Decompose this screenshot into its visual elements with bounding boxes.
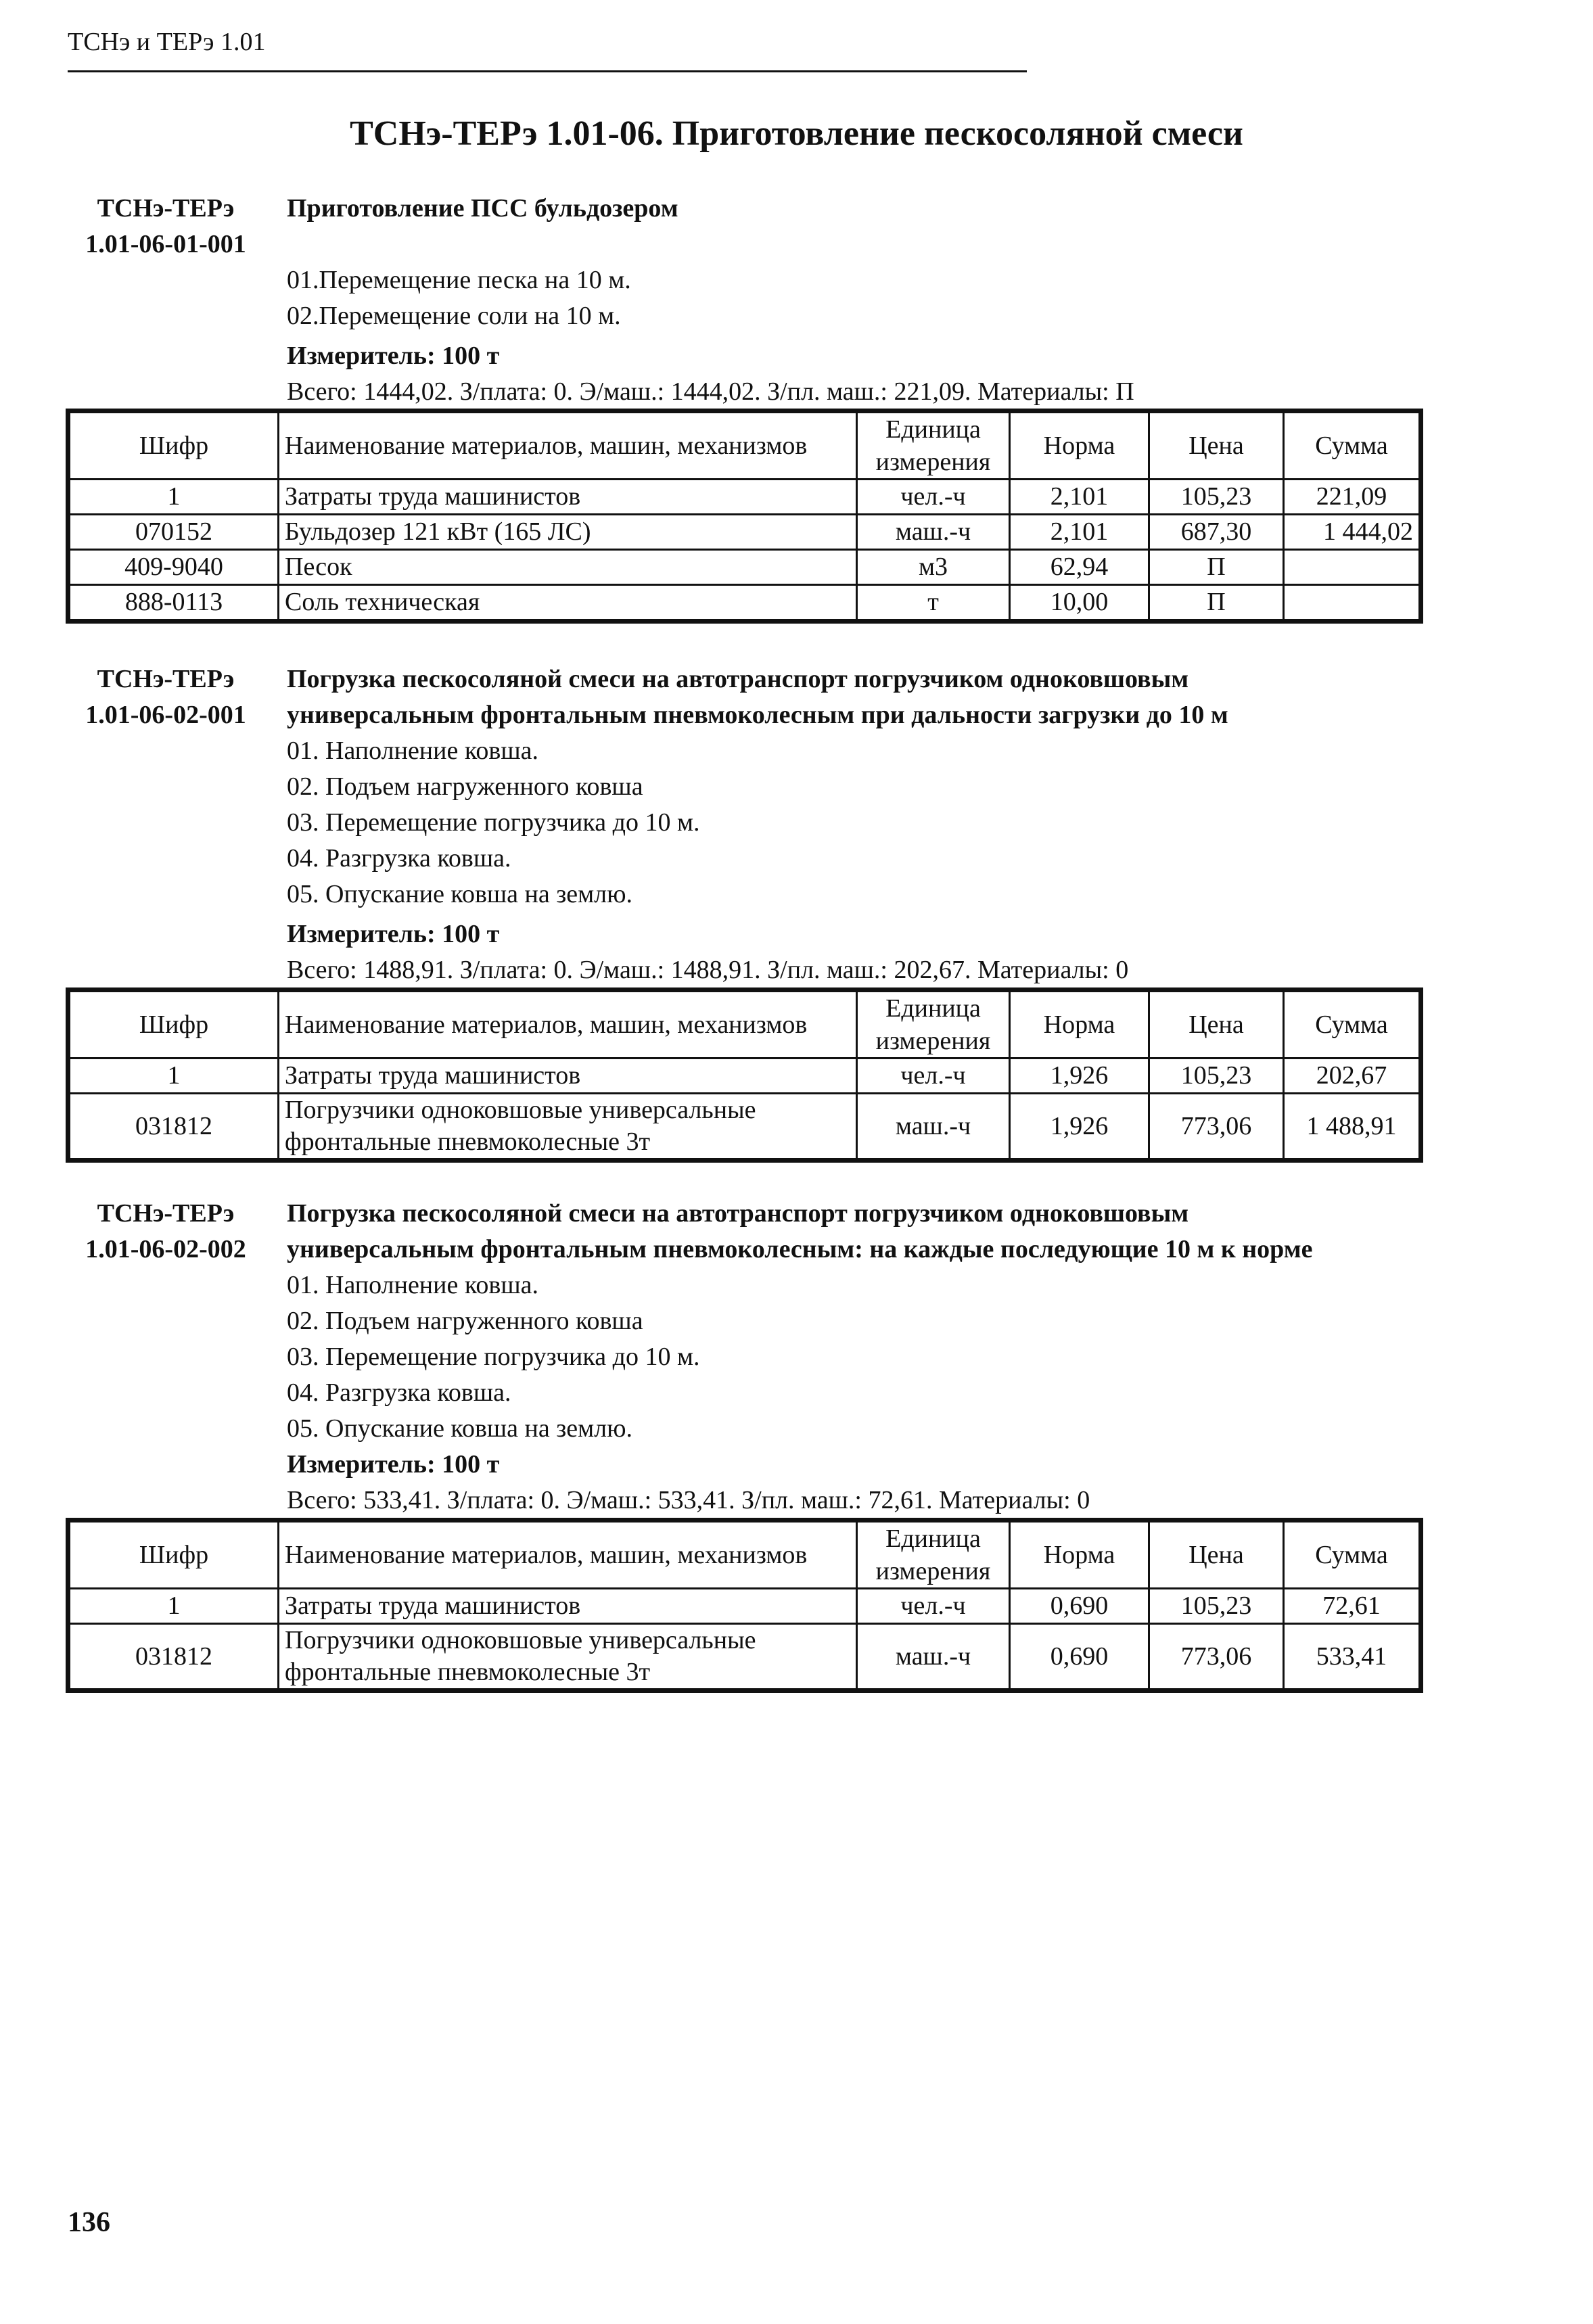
table-row [68,1094,1421,1161]
header-sum: Сумма [1284,1520,1421,1589]
work-step: 02.Перемещение соли на 10 м. [287,302,621,330]
header-unit: Единица измерения [857,1520,1010,1589]
cell-name: Песок [279,550,857,585]
cell-norm: 0,690 [1010,1624,1149,1691]
cell-sum [1284,585,1421,622]
norm-code-line-2: 1.01-06-02-002 [85,1235,246,1263]
cell-name: Погрузчики одноковшовые универсальные фронтальные пневмоколесные 3т [279,1094,857,1161]
table-header-row [68,411,1421,480]
work-step: 02. Подъем нагруженного ковша [287,1307,643,1335]
table-row [68,1059,1421,1094]
work-step: 05. Опускание ковша на землю. [287,1414,633,1443]
header-unit: Единица измерения [857,411,1010,480]
header-name: Наименование материалов, машин, механизмов [279,411,857,480]
work-step: 04. Разгрузка ковша. [287,844,511,873]
norm-description [287,1196,1437,1518]
cell-name: Бульдозер 121 кВт (165 ЛС) [279,515,857,550]
cell-norm: 10,00 [1010,585,1149,622]
cell-sum: 1 488,91 [1284,1094,1421,1161]
header-price: Цена [1149,411,1284,480]
cell-norm: 2,101 [1010,515,1149,550]
cell-price: 773,06 [1149,1094,1284,1161]
page-number: 136 [68,2207,110,2238]
norm-meter: Измеритель: 100 т [287,1450,500,1479]
cell-sum: 533,41 [1284,1624,1421,1691]
header-code: Шифр [68,990,279,1059]
cell-sum: 72,61 [1284,1589,1421,1624]
norm-title: универсальным фронтальным пневмоколесным: на каждые последующие 10 м к норме [287,1235,1313,1263]
cell-norm: 0,690 [1010,1589,1149,1624]
header-sum: Сумма [1284,990,1421,1059]
norm-title-spacer [287,227,1437,262]
work-step: 03. Перемещение погрузчика до 10 м. [287,1343,700,1371]
table-row [68,1624,1421,1691]
cell-unit: маш.-ч [857,1624,1010,1691]
table-row [68,480,1421,515]
cell-price: П [1149,585,1284,622]
norm-code [68,661,264,733]
work-step: 05. Опускание ковша на землю. [287,880,633,908]
table-row [68,550,1421,585]
norm-code-line-1: ТСНэ-ТЕРэ [97,665,235,693]
header-unit: Единица измерения [857,990,1010,1059]
cell-sum: 221,09 [1284,480,1421,515]
header-code: Шифр [68,411,279,480]
cell-code: 1 [68,1059,279,1094]
header-sum: Сумма [1284,411,1421,480]
header-price: Цена [1149,1520,1284,1589]
table-row [68,1589,1421,1624]
table-header-row [68,1520,1421,1589]
work-step: 01. Наполнение ковша. [287,1271,538,1299]
cell-norm: 2,101 [1010,480,1149,515]
norm-description [287,191,1437,410]
work-step: 01.Перемещение песка на 10 м. [287,266,631,294]
cell-code: 888-0113 [68,585,279,622]
cell-unit: маш.-ч [857,515,1010,550]
cell-price: 105,23 [1149,1059,1284,1094]
cell-code: 031812 [68,1624,279,1691]
cell-unit: чел.-ч [857,1589,1010,1624]
cell-code: 031812 [68,1094,279,1161]
work-step: 03. Перемещение погрузчика до 10 м. [287,808,700,837]
cell-unit: чел.-ч [857,1059,1010,1094]
norm-title: Погрузка пескосоляной смеси на автотранспорт погрузчиком одноковшовым [287,665,1189,693]
norm-title: универсальным фронтальным пневмоколесным при дальности загрузки до 10 м [287,701,1228,729]
norm-summary: Всего: 1444,02. З/плата: 0. Э/маш.: 1444,02. З/пл. маш.: 221,09. Материалы: П [287,377,1134,406]
cell-name: Погрузчики одноковшовые универсальные фронтальные пневмоколесные 3т [279,1624,857,1691]
cell-name: Затраты труда машинистов [279,1059,857,1094]
cell-price: 687,30 [1149,515,1284,550]
cell-price: 773,06 [1149,1624,1284,1691]
cell-unit: маш.-ч [857,1094,1010,1161]
cell-code: 409-9040 [68,550,279,585]
norm-title: Приготовление ПСС бульдозером [287,194,678,223]
cell-name: Затраты труда машинистов [279,1589,857,1624]
cell-sum: 202,67 [1284,1059,1421,1094]
cell-code: 1 [68,1589,279,1624]
work-step: 04. Разгрузка ковша. [287,1378,511,1407]
cell-norm: 1,926 [1010,1094,1149,1161]
header-norm: Норма [1010,990,1149,1059]
norm-meter: Измеритель: 100 т [287,342,500,370]
cell-name: Затраты труда машинистов [279,480,857,515]
cell-code: 070152 [68,515,279,550]
cell-price: 105,23 [1149,1589,1284,1624]
cell-price: 105,23 [1149,480,1284,515]
cell-sum [1284,550,1421,585]
cell-name: Соль техническая [279,585,857,622]
header-norm: Норма [1010,1520,1149,1589]
table-row [68,515,1421,550]
running-header: ТСНэ и ТЕРэ 1.01 [68,28,266,56]
header-norm: Норма [1010,411,1149,480]
cell-code: 1 [68,480,279,515]
norm-summary: Всего: 533,41. З/плата: 0. Э/маш.: 533,41. З/пл. маш.: 72,61. Материалы: 0 [287,1486,1090,1514]
cell-norm: 62,94 [1010,550,1149,585]
resources-table [66,409,1423,624]
table-header-row [68,990,1421,1059]
norm-title: Погрузка пескосоляной смеси на автотранспорт погрузчиком одноковшовым [287,1199,1189,1228]
resources-table [66,987,1423,1163]
norm-code-line-1: ТСНэ-ТЕРэ [97,1199,235,1228]
work-step: 02. Подъем нагруженного ковша [287,772,643,801]
page-title: ТСНэ-ТЕРэ 1.01-06. Приготовление пескосоляной смеси [350,114,1243,153]
norm-code-line-2: 1.01-06-01-001 [85,230,246,258]
norm-code-line-1: ТСНэ-ТЕРэ [97,194,235,223]
cell-unit: м3 [857,550,1010,585]
work-step: 01. Наполнение ковша. [287,737,538,765]
table-row [68,585,1421,622]
cell-norm: 1,926 [1010,1059,1149,1094]
norm-description [287,661,1437,988]
norm-code [68,1196,264,1268]
norm-meter: Измеритель: 100 т [287,920,500,948]
cell-unit: чел.-ч [857,480,1010,515]
cell-sum: 1 444,02 [1284,515,1421,550]
header-name: Наименование материалов, машин, механизмов [279,990,857,1059]
header-name: Наименование материалов, машин, механизмов [279,1520,857,1589]
header-rule [68,70,1027,72]
norm-summary: Всего: 1488,91. З/плата: 0. Э/маш.: 1488,91. З/пл. маш.: 202,67. Материалы: 0 [287,956,1129,984]
norm-code-line-2: 1.01-06-02-001 [85,701,246,729]
header-price: Цена [1149,990,1284,1059]
header-code: Шифр [68,1520,279,1589]
resources-table [66,1518,1423,1693]
norm-code [68,191,264,262]
cell-unit: т [857,585,1010,622]
cell-price: П [1149,550,1284,585]
